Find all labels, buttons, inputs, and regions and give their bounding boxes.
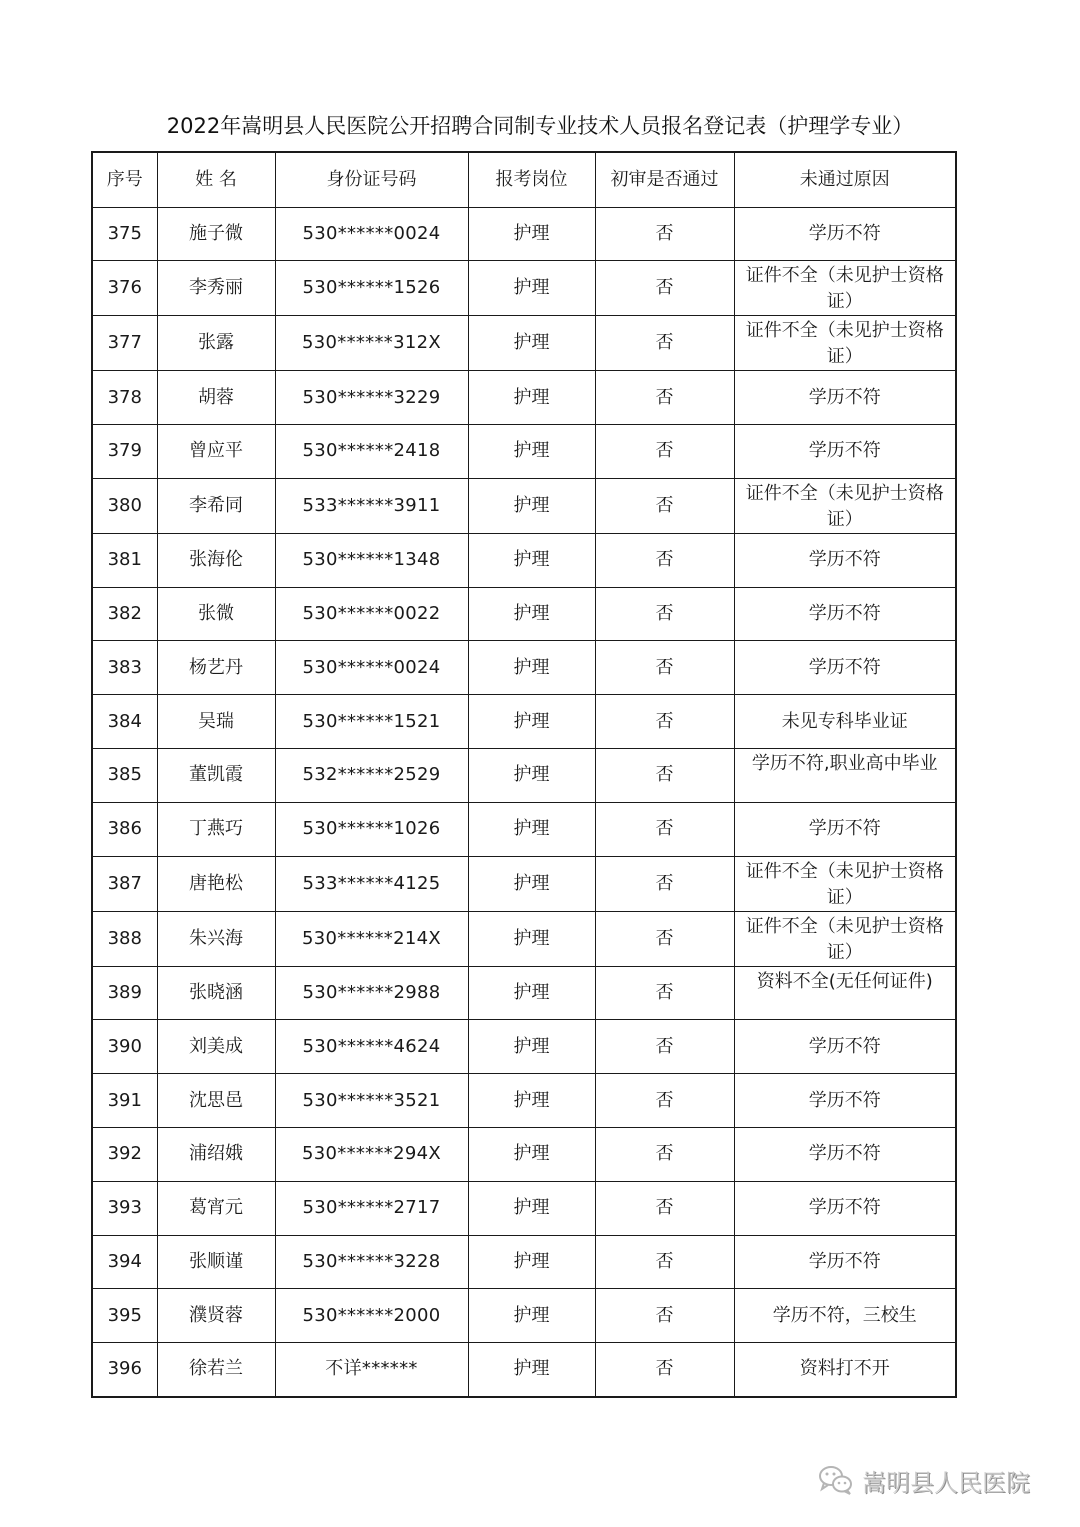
table-row — [92, 261, 956, 316]
cell-passed: 否 — [595, 316, 734, 371]
cell-id-number: 530******0024 — [275, 207, 468, 261]
cell-name: 丁燕巧 — [157, 802, 275, 856]
cell-passed: 否 — [595, 1074, 734, 1128]
cell-position: 护理 — [468, 1235, 595, 1289]
cell-seq: 388 — [92, 911, 157, 966]
cell-position: 护理 — [468, 695, 595, 749]
table-row — [92, 641, 956, 695]
cell-seq: 392 — [92, 1128, 157, 1182]
cell-id-number: 530******2717 — [275, 1181, 468, 1235]
cell-id-number: 533******4125 — [275, 856, 468, 911]
cell-reason: 学历不符 — [734, 1235, 956, 1289]
cell-passed: 否 — [595, 1020, 734, 1074]
cell-name: 李秀丽 — [157, 261, 275, 316]
cell-id-number: 530******2988 — [275, 966, 468, 1020]
cell-name: 杨艺丹 — [157, 641, 275, 695]
table-row — [92, 911, 956, 966]
cell-reason: 证件不全（未见护士资格证） — [734, 261, 956, 316]
cell-reason: 学历不符 — [734, 802, 956, 856]
cell-position: 护理 — [468, 802, 595, 856]
cell-seq: 383 — [92, 641, 157, 695]
cell-position: 护理 — [468, 371, 595, 425]
cell-position: 护理 — [468, 1020, 595, 1074]
cell-seq: 386 — [92, 802, 157, 856]
cell-seq: 390 — [92, 1020, 157, 1074]
cell-position: 护理 — [468, 533, 595, 587]
cell-seq: 378 — [92, 371, 157, 425]
table-header-row — [92, 152, 956, 207]
cell-reason: 学历不符 — [734, 425, 956, 479]
cell-position: 护理 — [468, 749, 595, 803]
table-row — [92, 966, 956, 1020]
table-row — [92, 1020, 956, 1074]
watermark-text: 嵩明县人民医院 — [862, 1468, 1030, 1497]
cell-reason: 学历不符 — [734, 1181, 956, 1235]
table-row — [92, 856, 956, 911]
cell-passed: 否 — [595, 911, 734, 966]
cell-reason: 资料打不开 — [734, 1343, 956, 1397]
cell-position: 护理 — [468, 587, 595, 641]
cell-passed: 否 — [595, 1181, 734, 1235]
cell-position: 护理 — [468, 856, 595, 911]
cell-position: 护理 — [468, 425, 595, 479]
cell-seq: 389 — [92, 966, 157, 1020]
cell-name: 吴瑞 — [157, 695, 275, 749]
cell-name: 浦绍娥 — [157, 1128, 275, 1182]
document-title: 2022年嵩明县人民医院公开招聘合同制专业技术人员报名登记表（护理学专业） — [166, 114, 914, 138]
table-row — [92, 802, 956, 856]
cell-passed: 否 — [595, 1128, 734, 1182]
cell-reason: 学历不符 — [734, 1074, 956, 1128]
cell-position: 护理 — [468, 207, 595, 261]
cell-passed: 否 — [595, 966, 734, 1020]
cell-position: 护理 — [468, 641, 595, 695]
cell-position: 护理 — [468, 911, 595, 966]
cell-name: 张微 — [157, 587, 275, 641]
table-row — [92, 207, 956, 261]
cell-position: 护理 — [468, 1289, 595, 1343]
cell-position: 护理 — [468, 478, 595, 533]
cell-position: 护理 — [468, 1343, 595, 1397]
table-row — [92, 371, 956, 425]
cell-seq: 376 — [92, 261, 157, 316]
table-row — [92, 1128, 956, 1182]
cell-id-number: 530******1526 — [275, 261, 468, 316]
cell-position: 护理 — [468, 1074, 595, 1128]
cell-passed: 否 — [595, 425, 734, 479]
cell-id-number: 530******4624 — [275, 1020, 468, 1074]
cell-passed: 否 — [595, 1343, 734, 1397]
cell-name: 刘美成 — [157, 1020, 275, 1074]
cell-passed: 否 — [595, 371, 734, 425]
cell-reason: 学历不符 — [734, 371, 956, 425]
cell-reason: 学历不符 — [734, 207, 956, 261]
cell-id-number: 530******0024 — [275, 641, 468, 695]
cell-name: 施子微 — [157, 207, 275, 261]
cell-name: 濮贤蓉 — [157, 1289, 275, 1343]
cell-name: 葛宵元 — [157, 1181, 275, 1235]
cell-reason: 资料不全(无任何证件) — [734, 966, 956, 1020]
watermark — [818, 1458, 1030, 1502]
wechat-icon — [818, 1464, 854, 1496]
cell-position: 护理 — [468, 261, 595, 316]
cell-name: 唐艳松 — [157, 856, 275, 911]
cell-position: 护理 — [468, 1181, 595, 1235]
header-passed: 初审是否通过 — [595, 152, 734, 207]
header-seq: 序号 — [92, 152, 157, 207]
cell-id-number: 不详****** — [275, 1343, 468, 1397]
cell-name: 张露 — [157, 316, 275, 371]
cell-seq: 391 — [92, 1074, 157, 1128]
cell-reason: 未见专科毕业证 — [734, 695, 956, 749]
cell-id-number: 530******2418 — [275, 425, 468, 479]
cell-seq: 382 — [92, 587, 157, 641]
cell-id-number: 530******1348 — [275, 533, 468, 587]
cell-name: 胡蓉 — [157, 371, 275, 425]
cell-reason: 学历不符 — [734, 641, 956, 695]
cell-seq: 395 — [92, 1289, 157, 1343]
registration-table — [91, 151, 957, 1398]
table-row — [92, 1343, 956, 1397]
cell-seq: 379 — [92, 425, 157, 479]
cell-seq: 394 — [92, 1235, 157, 1289]
cell-id-number: 530******2000 — [275, 1289, 468, 1343]
cell-name: 张晓涵 — [157, 966, 275, 1020]
cell-reason: 学历不符 — [734, 533, 956, 587]
table-row — [92, 1181, 956, 1235]
cell-reason: 证件不全（未见护士资格证） — [734, 316, 956, 371]
cell-seq: 375 — [92, 207, 157, 261]
cell-reason: 证件不全（未见护士资格证） — [734, 856, 956, 911]
cell-id-number: 532******2529 — [275, 749, 468, 803]
table-row — [92, 425, 956, 479]
table-row — [92, 587, 956, 641]
cell-position: 护理 — [468, 1128, 595, 1182]
cell-passed: 否 — [595, 261, 734, 316]
cell-id-number: 530******1521 — [275, 695, 468, 749]
cell-reason: 学历不符 — [734, 587, 956, 641]
cell-id-number: 530******3229 — [275, 371, 468, 425]
table-row — [92, 478, 956, 533]
cell-passed: 否 — [595, 695, 734, 749]
cell-seq: 385 — [92, 749, 157, 803]
cell-seq: 381 — [92, 533, 157, 587]
cell-passed: 否 — [595, 856, 734, 911]
cell-reason: 学历不符,职业高中毕业 — [734, 749, 956, 803]
table-row — [92, 1074, 956, 1128]
cell-passed: 否 — [595, 641, 734, 695]
cell-name: 董凯霞 — [157, 749, 275, 803]
cell-name: 曾应平 — [157, 425, 275, 479]
table-body — [92, 207, 956, 1397]
cell-passed: 否 — [595, 207, 734, 261]
table-row — [92, 695, 956, 749]
cell-id-number: 530******3228 — [275, 1235, 468, 1289]
header-id-number: 身份证号码 — [275, 152, 468, 207]
cell-seq: 393 — [92, 1181, 157, 1235]
cell-id-number: 530******214X — [275, 911, 468, 966]
cell-position: 护理 — [468, 966, 595, 1020]
cell-seq: 380 — [92, 478, 157, 533]
cell-passed: 否 — [595, 587, 734, 641]
cell-seq: 396 — [92, 1343, 157, 1397]
cell-passed: 否 — [595, 749, 734, 803]
table-row — [92, 316, 956, 371]
table-row — [92, 533, 956, 587]
cell-passed: 否 — [595, 478, 734, 533]
header-name: 姓 名 — [157, 152, 275, 207]
cell-reason: 学历不符，三校生 — [734, 1289, 956, 1343]
cell-reason: 学历不符 — [734, 1128, 956, 1182]
cell-passed: 否 — [595, 533, 734, 587]
table-row — [92, 1235, 956, 1289]
cell-id-number: 530******294X — [275, 1128, 468, 1182]
cell-name: 张海伦 — [157, 533, 275, 587]
cell-reason: 证件不全（未见护士资格证） — [734, 478, 956, 533]
cell-id-number: 533******3911 — [275, 478, 468, 533]
cell-name: 李希同 — [157, 478, 275, 533]
cell-passed: 否 — [595, 1289, 734, 1343]
cell-name: 张顺谨 — [157, 1235, 275, 1289]
cell-id-number: 530******3521 — [275, 1074, 468, 1128]
cell-passed: 否 — [595, 1235, 734, 1289]
table-row — [92, 1289, 956, 1343]
header-position: 报考岗位 — [468, 152, 595, 207]
cell-reason: 学历不符 — [734, 1020, 956, 1074]
cell-id-number: 530******312X — [275, 316, 468, 371]
cell-position: 护理 — [468, 316, 595, 371]
cell-name: 徐若兰 — [157, 1343, 275, 1397]
cell-seq: 377 — [92, 316, 157, 371]
cell-name: 沈思邑 — [157, 1074, 275, 1128]
cell-seq: 387 — [92, 856, 157, 911]
cell-id-number: 530******1026 — [275, 802, 468, 856]
cell-name: 朱兴海 — [157, 911, 275, 966]
cell-seq: 384 — [92, 695, 157, 749]
table-row — [92, 749, 956, 803]
cell-id-number: 530******0022 — [275, 587, 468, 641]
cell-reason: 证件不全（未见护士资格证） — [734, 911, 956, 966]
cell-passed: 否 — [595, 802, 734, 856]
header-reason: 未通过原因 — [734, 152, 956, 207]
